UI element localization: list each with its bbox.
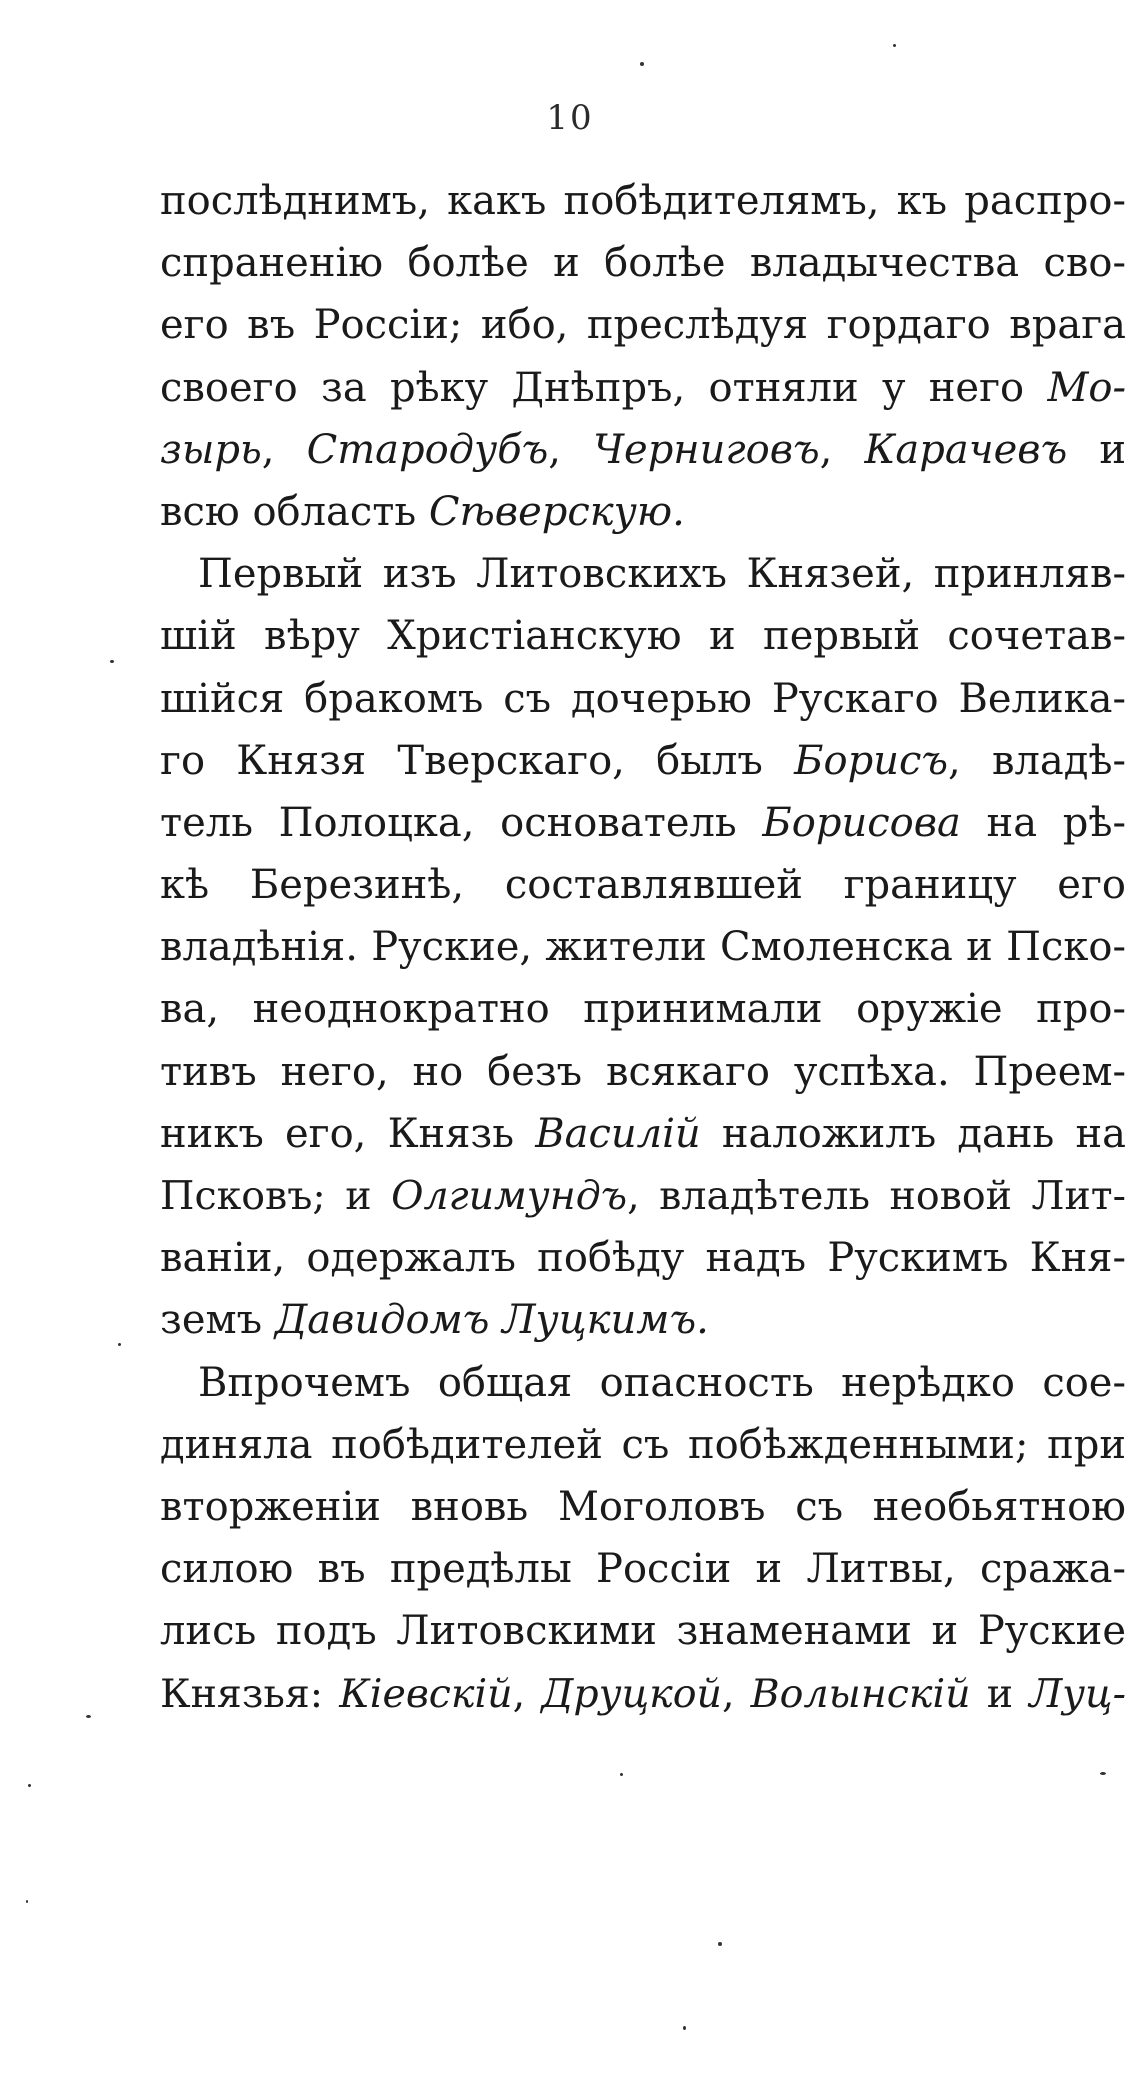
text-line: [160, 294, 1126, 356]
text-run: земъ: [160, 1297, 275, 1344]
text-line: [160, 854, 1126, 916]
text-run: кѣ Березинѣ, составлявшей границу его: [160, 862, 1126, 909]
text-run: и: [1067, 426, 1126, 473]
scan-speck: [640, 62, 644, 66]
text-line: [160, 1041, 1126, 1103]
text-run: ,: [261, 426, 307, 473]
italic-text: Сѣверскую.: [428, 488, 685, 535]
scan-speck: [683, 2026, 686, 2030]
text-run: ваніи, одержалъ побѣду надъ Рускимъ Кня-: [160, 1235, 1126, 1282]
text-run: ,: [721, 1670, 751, 1717]
text-line: [160, 730, 1126, 792]
italic-text: Волынскій: [750, 1670, 971, 1717]
italic-text: Друцкой: [541, 1670, 722, 1717]
text-run: Псковъ; и: [160, 1173, 392, 1219]
text-run: ,: [819, 426, 865, 473]
text-run: , владѣ-: [948, 737, 1126, 784]
text-run: Впрочемъ общая опасность нерѣдко сое-: [198, 1359, 1126, 1406]
text-run: ,: [548, 426, 594, 473]
scan-speck: [86, 1715, 91, 1718]
text-run: всю область: [160, 488, 429, 535]
text-line: [160, 481, 1126, 543]
text-run: вторженіи вновь Моголовъ съ необьятною: [160, 1483, 1126, 1530]
text-line: [160, 1227, 1126, 1289]
italic-text: Василій: [535, 1110, 701, 1157]
text-run: ва, неоднократно принимали оружіе про-: [160, 986, 1126, 1033]
text-run: силою въ предѣлы Россіи и Литвы, сража-: [160, 1546, 1126, 1593]
text-line: [160, 543, 1126, 605]
scan-speck: [718, 1942, 722, 1946]
italic-text: Борисова: [762, 799, 961, 846]
text-line: [160, 1352, 1126, 1414]
text-line: [160, 1538, 1126, 1600]
text-run: Князья:: [160, 1670, 340, 1717]
scan-speck: [1100, 1772, 1106, 1775]
text-line: [160, 916, 1126, 978]
body-text: [160, 170, 1126, 1725]
page-number: 10: [546, 98, 594, 138]
italic-text: Черниговъ: [593, 426, 820, 473]
text-run: его въ Россіи; ибо, преслѣдуя гордаго врага: [160, 302, 1126, 349]
text-run: шій вѣру Христіанскую и первый сочетав-: [160, 613, 1126, 660]
text-line: [160, 232, 1126, 294]
text-run: диняла побѣдителей съ побѣжденными; при: [160, 1421, 1126, 1468]
text-line: [160, 978, 1126, 1040]
text-run: послѣднимъ, какъ побѣдителямъ, къ распро-: [160, 178, 1126, 224]
text-run: тель Полоцка, основатель: [160, 799, 763, 846]
text-line: [160, 357, 1126, 419]
text-line: [160, 1600, 1126, 1662]
text-run: Первый изъ Литовскихъ Князей, принляв-: [198, 551, 1126, 598]
text-run: го Князя Тверскаго, былъ: [160, 737, 795, 784]
italic-text: Борисъ: [794, 737, 949, 784]
scan-speck: [26, 1900, 28, 1903]
text-line: [160, 605, 1126, 667]
text-line: [160, 792, 1126, 854]
text-run: своего за рѣку Днѣпръ, отняли у него: [160, 364, 1048, 411]
text-run: на рѣ-: [960, 799, 1126, 846]
scan-speck: [28, 1784, 31, 1787]
text-line: [160, 1476, 1126, 1538]
italic-text: Кіевскій: [339, 1670, 513, 1717]
text-run: спраненію болѣе и болѣе владычества сво-: [160, 240, 1126, 287]
text-line: [160, 1103, 1126, 1165]
italic-text: Карачевъ: [864, 426, 1068, 473]
text-run: лись подъ Литовскими знаменами и Руские: [160, 1608, 1126, 1655]
text-run: наложилъ дань на: [700, 1110, 1126, 1157]
italic-text: Луц-: [1029, 1670, 1126, 1717]
text-run: ,: [512, 1670, 542, 1717]
text-run: шійся бракомъ съ дочерью Рускаго Велика-: [160, 675, 1126, 722]
text-run: и: [970, 1670, 1030, 1717]
text-line: [160, 1663, 1126, 1725]
italic-text: Мо-: [1047, 364, 1126, 411]
text-line: [160, 419, 1126, 481]
text-run: владѣнія. Руские, жители Смоленска и Пско-: [160, 924, 1126, 971]
text-line: [160, 668, 1126, 730]
text-run: никъ его, Князь: [160, 1110, 536, 1157]
scan-speck: [110, 660, 114, 663]
scan-speck: [893, 44, 896, 47]
italic-text: Олгимундъ: [391, 1173, 628, 1219]
text-line: [160, 1289, 1126, 1351]
italic-text: Давидомъ Луцкимъ.: [274, 1297, 709, 1344]
text-line: [160, 1414, 1126, 1476]
text-run: тивъ него, но безъ всякаго успѣха. Преем-: [160, 1048, 1126, 1095]
italic-text: зырь: [160, 426, 262, 473]
text-run: , владѣтель новой Лит-: [627, 1173, 1126, 1219]
scan-speck: [620, 1773, 623, 1776]
italic-text: Стародубъ: [306, 426, 549, 473]
scan-speck: [118, 1343, 121, 1346]
text-line: [160, 1165, 1126, 1227]
text-line: [160, 170, 1126, 232]
